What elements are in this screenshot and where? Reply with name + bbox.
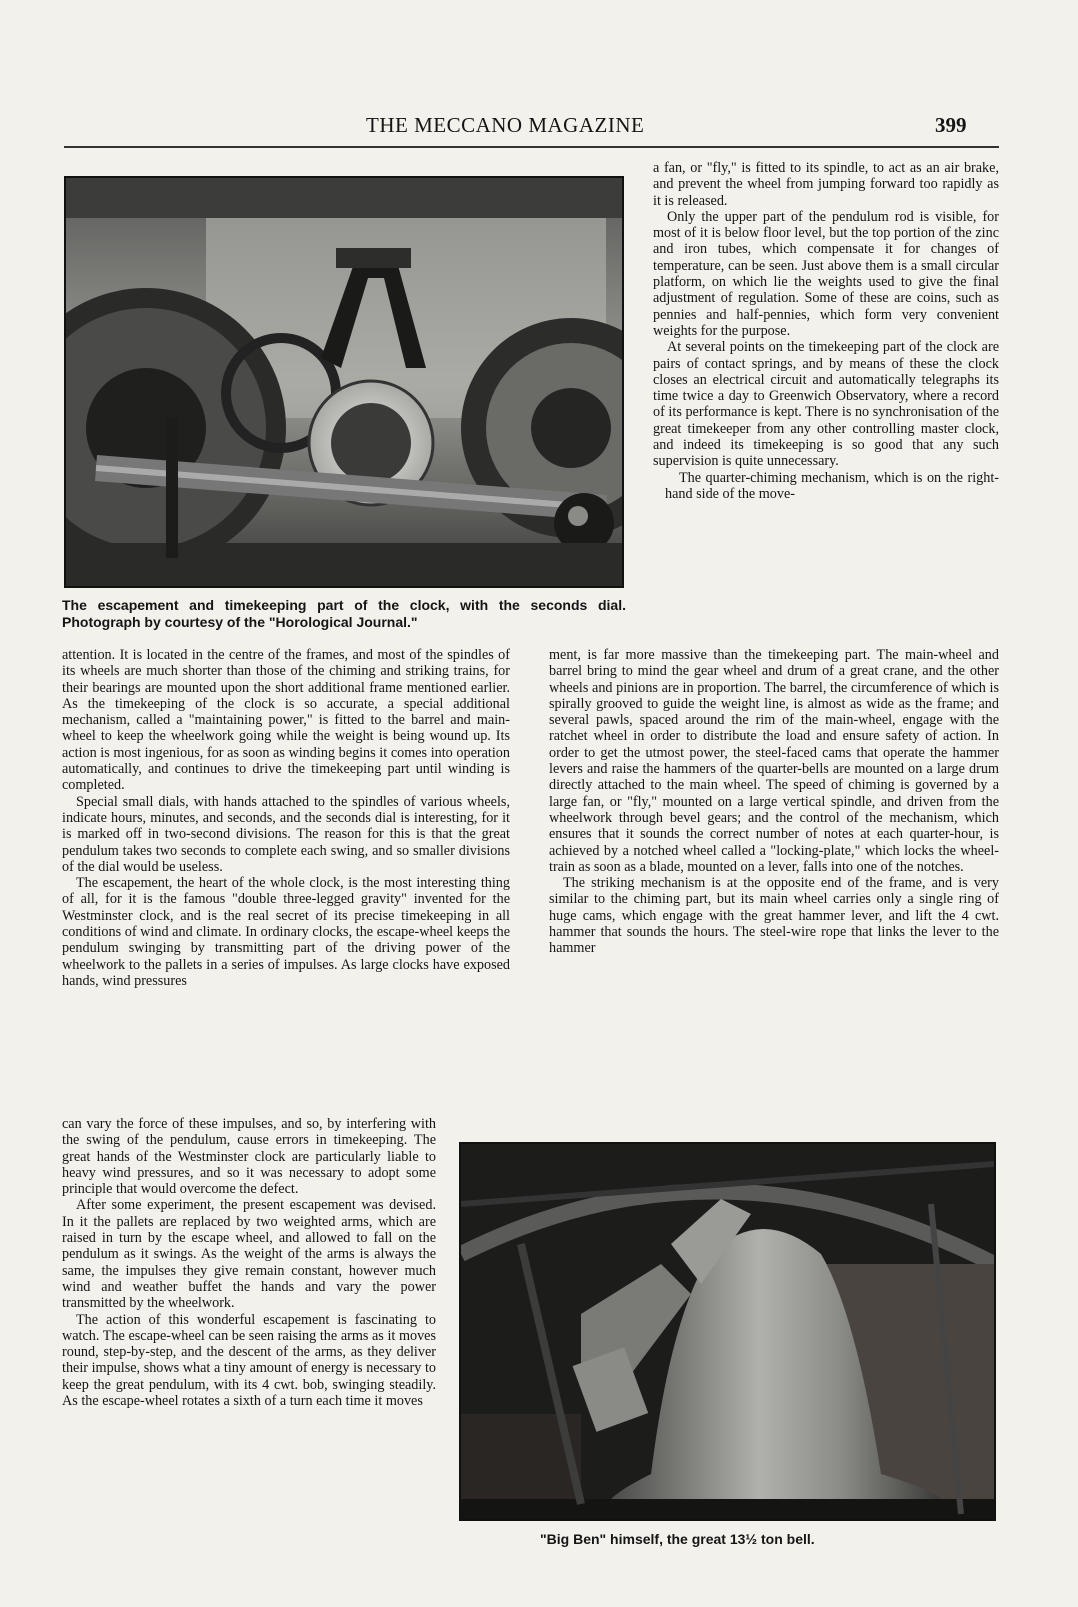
clock-photo-caption: The escapement and timekeeping part of the clock, with the seconds dial. Photograph by courtesy of the "Horological Journal." bbox=[62, 597, 626, 630]
left-column-bottom bbox=[62, 1116, 436, 1409]
header-rule bbox=[64, 146, 999, 148]
left-column-middle bbox=[62, 647, 510, 989]
paragraph: The quarter-chiming mechanism, which is on the right-hand side of the move- bbox=[665, 469, 999, 502]
paragraph: Only the upper part of the pendulum rod is visible, for most of it is below floor level, but the top portion of the zinc and iron tubes, which compensate it for changes of temperature, can be seen. Just above them is a small circular platform, on which lie the weights used to give the final adjustment of regulation. Some of these are coins, such as pennies and half-pennies, which form very convenient weights for the purpose. bbox=[653, 208, 999, 339]
paragraph: The escapement, the heart of the whole clock, is the most interesting thing of all, for it is the famous "double three-legged gravity" invented for the Westminster clock, and is the real secret of its precise timekeeping in all conditions of wind and climate. In ordinary clocks, the escape-wheel keeps the pendulum swinging by transmitting part of the driving power of the wheelwork to the pallets in a series of impulses. As large clocks have exposed hands, wind pressures bbox=[62, 875, 510, 989]
bell-photo-caption: "Big Ben" himself, the great 13½ ton bell. bbox=[540, 1531, 815, 1547]
page-number: 399 bbox=[935, 113, 967, 137]
paragraph: At several points on the timekeeping part of the clock are pairs of contact springs, and by means of these the clock closes an electrical circuit and automatically telegraphs its time twice a day to Greenwich Observatory, where a record of its performance is kept. There is no synchronisation of the great timekeeper from any other controlling master clock, and indeed its timekeeping is so good that any such supervision is quite unnecessary. bbox=[653, 339, 999, 470]
paragraph: Special small dials, with hands attached to the spindles of various wheels, indicate hours, minutes, and seconds, and the seconds dial is interesting, for it is marked off in two-second divisions. The reason for this is that the great pendulum takes two seconds to complete each swing, and so smaller divisions of the dial would be useless. bbox=[62, 793, 510, 875]
running-header: THE MECCANO MAGAZINE bbox=[366, 113, 645, 137]
paragraph: can vary the force of these impulses, and so, by interfering with the swing of the pendulum, cause errors in timekeeping. The great hands of the Westminster clock are particularly liable to heavy wind pressures, and so it was necessary to adopt some principle that would overcome the defect. bbox=[62, 1116, 436, 1198]
clock-escapement-image bbox=[66, 178, 622, 586]
paragraph: attention. It is located in the centre of the frames, and most of the spindles of its wheels are much shorter than those of the chiming and striking trains, for their bearings are mounted upon the short additional frame mentioned earlier. As the timekeeping of the clock is so accurate, a special additional mechanism, called a "maintaining power," is fitted to the barrel and main-wheel to keep the wheelwork going while the weight is being wound up. Its action is most ingenious, for as soon as winding begins it comes into operation automatically, and continues to drive the timekeeping part until winding is completed. bbox=[62, 647, 510, 794]
bell-photo bbox=[459, 1142, 996, 1521]
paragraph: a fan, or "fly," is fitted to its spindle, to act as an air brake, and prevent the wheel from jumping forward too rapidly as it is released. bbox=[653, 160, 999, 209]
right-column-middle bbox=[549, 647, 999, 957]
clock-photo bbox=[64, 176, 624, 588]
paragraph: After some experiment, the present escapement was devised. In it the pallets are replaced by two weighted arms, which are raised in turn by the escape wheel, and allowed to fall on the pendulum as it swings. As the weight of the arms is always the same, the impulses they give remain constant, however much wind and weather buffet the hands and vary the power transmitted by the wheelwork. bbox=[62, 1197, 436, 1312]
paragraph: ment, is far more massive than the timekeeping part. The main-wheel and barrel bring to mind the gear wheel and drum of a great crane, and the other wheels and pinions are in proportion. The barrel, the circumference of which is spirally grooved to guide the weight line, is almost as wide as the frame; and several pawls, spaced around the rim of the main-wheel, engage with the ratchet wheel in order to distribute the load and ensure safety of action. In order to get the utmost power, the steel-faced cams that operate the hammer levers and raise the hammers of the quarter-bells are mounted on a large drum directly attached to the main wheel. The speed of chiming is governed by a large fan, or "fly," mounted on a large vertical spindle, and driven from the wheelwork through bevel gears; and the control of the mechanism, which ensures that it sounds the correct number of notes at each quarter-hour, is achieved by a notched wheel called a "locking-plate," which locks the wheel-train as soon as a blade, mounted on a lever, falls into one of the notches. bbox=[549, 647, 999, 875]
big-ben-bell-image bbox=[461, 1144, 994, 1519]
paragraph: The action of this wonderful escapement is fascinating to watch. The escape-wheel can be seen raising the arms as it moves round, step-by-step, and the descent of the arms, as they deliver their impulse, shows what a tiny amount of energy is necessary to keep the great pendulum, with its 4 cwt. bob, swinging steadily. As the escape-wheel rotates a sixth of a turn each time it moves bbox=[62, 1311, 436, 1410]
right-column-top bbox=[653, 160, 999, 502]
paragraph: The striking mechanism is at the opposite end of the frame, and is very similar to the chiming part, but its main wheel carries only a single ring of huge cams, which engage with the great hammer lever, and lift the 4 cwt. hammer that sounds the hours. The steel-wire rope that links the lever to the hammer bbox=[549, 875, 999, 957]
